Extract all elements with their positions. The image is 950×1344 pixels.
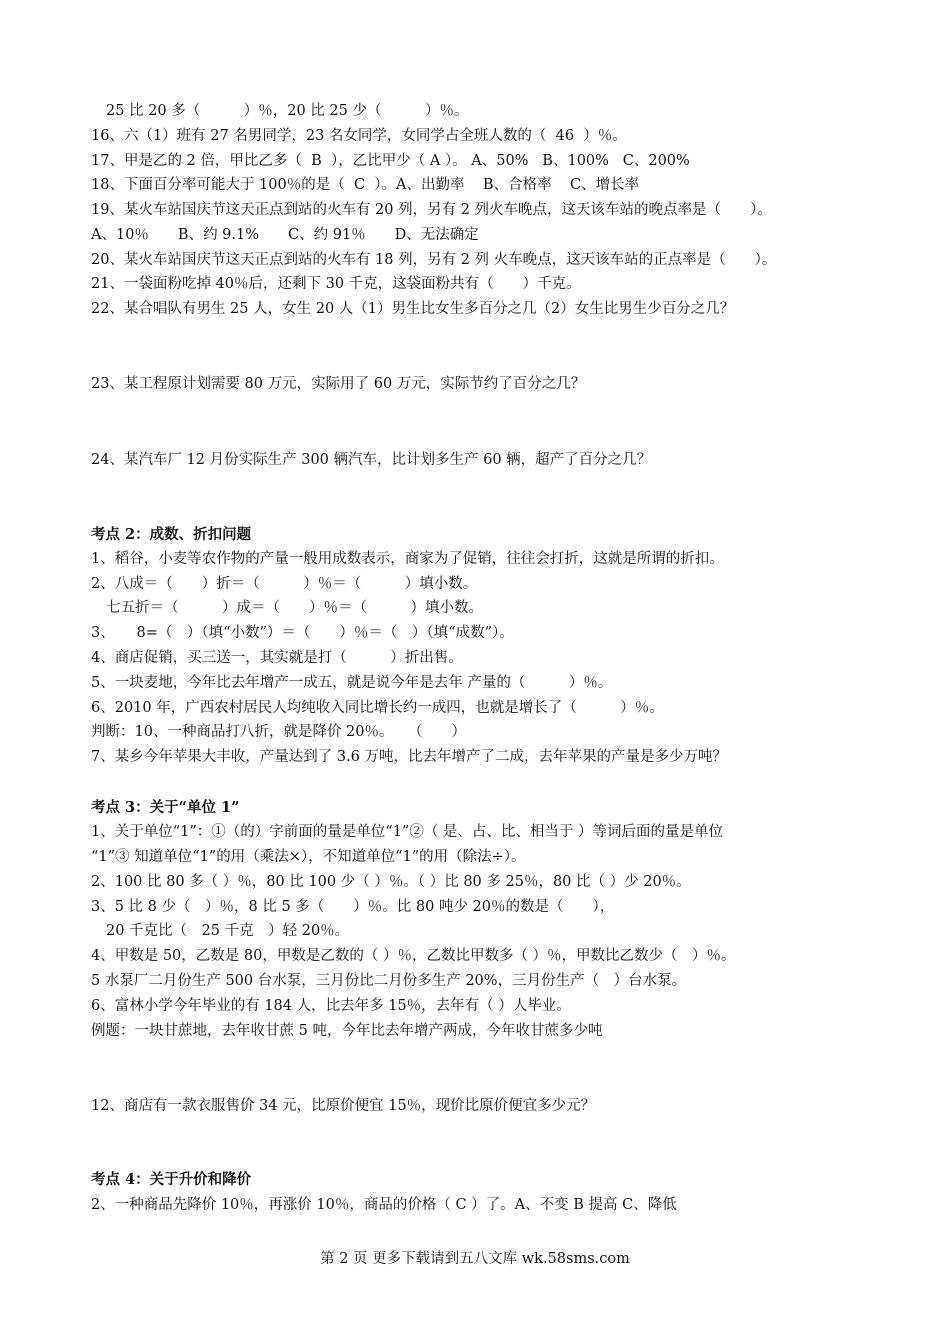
text-line: “1”③ 知道单位“1”的用（乘法×），不知道单位“1”的用（除法÷）。 — [91, 849, 526, 865]
question-21: 21、一袋面粉吃掉 40％后，还剩下 30 千克，这袋面粉共有（ ）千克。 — [91, 276, 581, 292]
question-23: 23、某工程原计划需要 80 万元，实际用了 60 万元，实际节约了百分之几？ — [91, 376, 586, 392]
text-line: 七五折＝（ ）成＝（ ）％＝（ ）填小数。 — [106, 600, 483, 616]
section-heading-4: 考点 4：关于升价和降价 — [91, 1171, 252, 1188]
question-18: 18、下面百分率可能大于 100％的是（ C ）。A、出勤率 B、合格率 C、增长率 — [91, 177, 640, 193]
text-line: 20 千克比（ 25 千克 ）轻 20％。 — [106, 923, 350, 939]
text-line: 判断：10、一种商品打八折，就是降价 20％。 （ ） — [91, 724, 467, 740]
page-footer: 第 2 页 更多下载请到五八文库 wk.58sms.com — [320, 1251, 630, 1267]
example-line: 例题：一块甘蔗地，去年收甘蔗 5 吨，今年比去年增产两成，今年收甘蔗多少吨 — [91, 1023, 603, 1039]
question-12: 12、商店有一款衣服售价 34 元，比原价便宜 15％，现价比原价便宜多少元？ — [91, 1098, 596, 1114]
text-line: 25 比 20 多（ ）％，20 比 25 少（ ）％。 — [106, 103, 469, 119]
question-19: 19、某火车站国庆节这天正点到站的火车有 20 列，另有 2 列火车晚点，这天该车站的晚点率是（ ）。 — [91, 202, 772, 218]
question-16: 16、六（1）班有 27 名男同学，23 名女同学，女同学占全班人数的（ 46 ）％。 — [91, 128, 627, 144]
text-line: 5 水泵厂二月份生产 500 台水泵，三月份比二月份多生产 20%，三月份生产（ ）台水泵。 — [91, 973, 687, 989]
question-19-options: A、10％ B、约 9.1% C、约 91％ D、无法确定 — [91, 227, 479, 243]
question-20: 20、某火车站国庆节这天正点到站的火车有 18 列，另有 2 列 火车晚点，这天该车站的正点率是（ ）。 — [91, 252, 777, 268]
section-heading-3: 考点 3：关于“单位 1” — [91, 799, 240, 816]
text-line: 1、关于单位“1”：①（的）字前面的量是单位“1”②（ 是、占、比、相当于 ）等词后面的量是单位 — [91, 824, 724, 840]
question-22: 22、某合唱队有男生 25 人，女生 20 人（1）男生比女生多百分之几（2）女生比男生少百分之几？ — [91, 301, 735, 317]
text-line: 2、一种商品先降价 10％，再涨价 10％，商品的价格（ C ）了。A、不变 B 提高 C、降低 — [91, 1197, 677, 1213]
text-line: 3、5 比 8 少（ ）％，8 比 5 多（ ）％。比 80 吨少 20％的数是（ ）， — [91, 899, 615, 915]
text-line: 6、2010 年，广西农村居民人均纯收入同比增长约一成四，也就是增长了（ ）％。 — [91, 700, 664, 716]
question-17: 17、甲是乙的 2 倍，甲比乙多（ B ），乙比甲少（ A ）。 A、50% B、100% C、200% — [91, 153, 690, 169]
section-heading-2: 考点 2：成数、折扣问题 — [91, 526, 252, 543]
text-line: 2、八成＝（ ）折＝（ ）％＝（ ）填小数。 — [91, 576, 478, 592]
text-line: 6、富林小学今年毕业的有 184 人，比去年多 15％，去年有（ ）人毕业。 — [91, 998, 571, 1014]
text-line: 3、 8=（ ）（填“小数”）＝（ ）％＝（ ）（填“成数”）。 — [91, 625, 514, 641]
text-line: 4、甲数是 50，乙数是 80，甲数是乙数的（ ）％，乙数比甲数多（ ）％，甲数比乙数少（ ）％。 — [91, 948, 736, 964]
text-line: 1、稻谷，小麦等农作物的产量一般用成数表示，商家为了促销，往往会打折，这就是所谓的折扣。 — [91, 551, 724, 567]
text-line: 7、某乡今年苹果大丰收，产量达到了 3.6 万吨，比去年增产了二成，去年苹果的产量是多少万吨？ — [91, 749, 727, 765]
question-24: 24、某汽车厂 12 月份实际生产 300 辆汽车，比计划多生产 60 辆，超产了百分之几？ — [91, 452, 652, 468]
text-line: 2、100 比 80 多（ ）％，80 比 100 少（ ）％。（ ）比 80 多 25％，80 比（ ）少 20％。 — [91, 874, 691, 890]
text-line: 5、一块麦地，今年比去年增产一成五，就是说今年是去年 产量的（ ）％。 — [91, 675, 613, 691]
text-line: 4、商店促销，买三送一，其实就是打（ ）折出售。 — [91, 650, 463, 666]
